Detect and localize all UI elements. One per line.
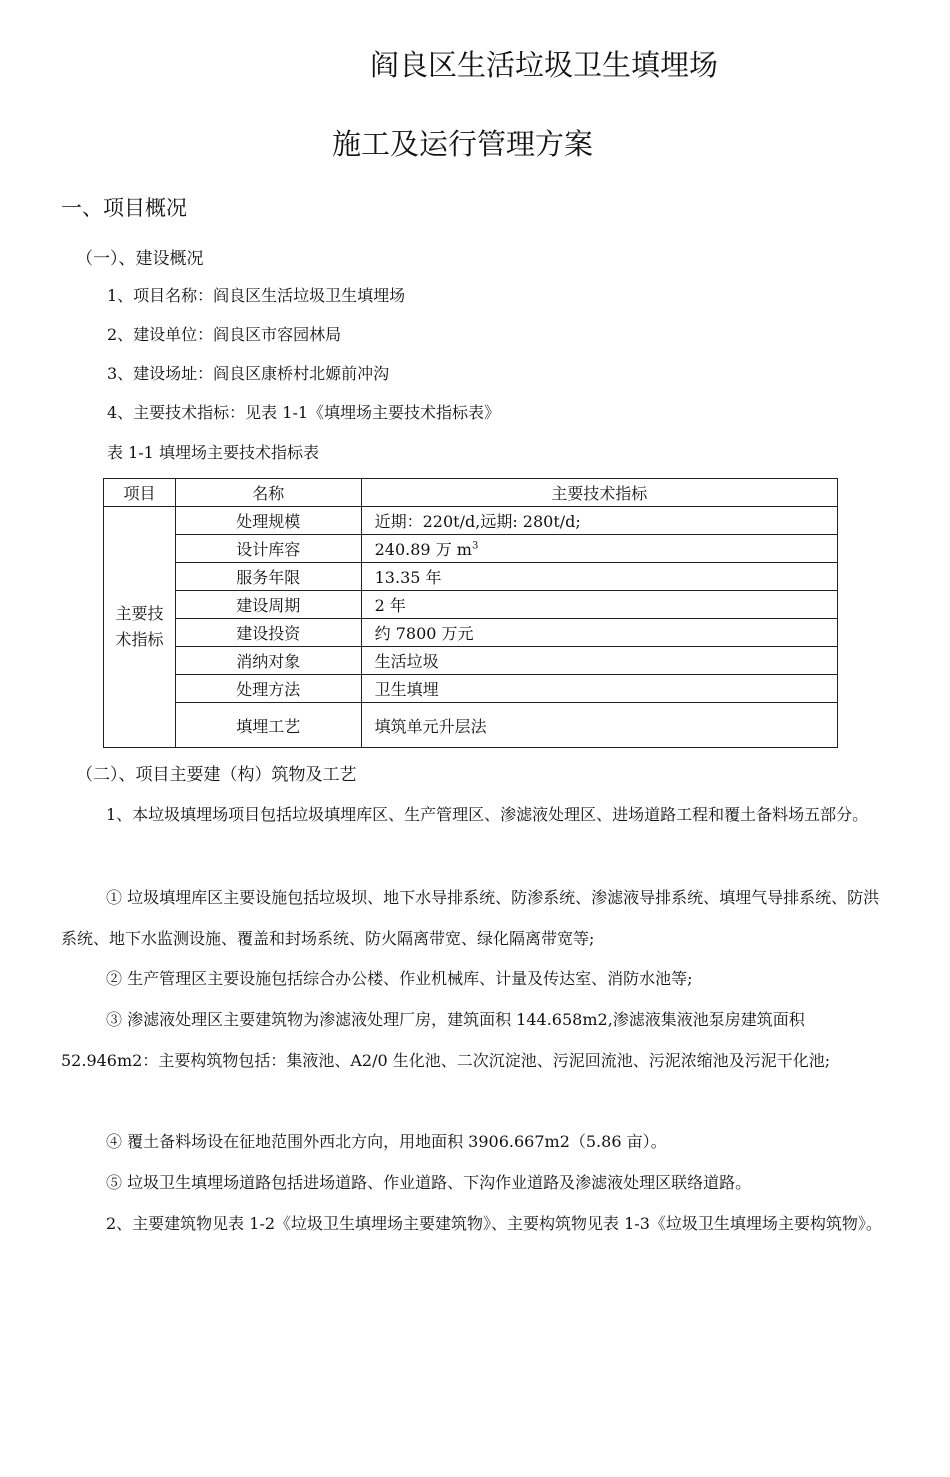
table-row [104, 675, 838, 703]
table-cell-value: 约 7800 万元 [361, 619, 837, 647]
table-row [104, 591, 838, 619]
subsection-heading: （二）、项目主要建（构）筑物及工艺 [76, 765, 357, 785]
table-row [104, 507, 838, 535]
table-cell-value: 卫生填埋 [361, 675, 837, 703]
table-category-cell [104, 507, 176, 748]
table-cell-name: 建设周期 [175, 591, 361, 619]
paragraph-text: ① 垃圾填埋库区主要设施包括垃圾坝、地下水导排系统、防渗系统、渗滤液导排系统、填埋气导排系统、防洪系统、地下水监测设施、覆盖和封场系统、防火隔离带宽、绿化隔离带宽等; [61, 888, 880, 948]
table-cell-value: 近期：220t/d,远期: 280t/d; [361, 507, 837, 535]
paragraph-text: ③ 渗滤液处理区主要建筑物为渗滤液处理厂房，建筑面积 144.658m2,渗滤液集液池泵房建筑面积 52.946m2：主要构筑物包括：集液池、A2/0 生化池、二次沉淀池、污泥回流池、污泥浓缩池及污泥干化池; [61, 1010, 831, 1070]
list-item: 2、建设单位：阎良区市容园林局 [107, 325, 342, 344]
table-cell-name: 处理规模 [175, 507, 361, 535]
table-cell-value: 生活垃圾 [361, 647, 837, 675]
list-item: 3、建设场址：阎良区康桥村北嫄前冲沟 [107, 364, 390, 383]
paragraph [61, 1162, 883, 1203]
table-header-cell: 名称 [175, 479, 361, 507]
table-cell-name: 服务年限 [175, 563, 361, 591]
paragraph-text: ④ 覆土备料场设在征地范围外西北方向，用地面积 3906.667m2（5.86 亩）。 [106, 1132, 667, 1151]
table-row [104, 647, 838, 675]
table-cell-name: 建设投资 [175, 619, 361, 647]
value-text: 240.89 万 m [374, 540, 472, 559]
category-line: 主要技 [115, 604, 164, 623]
paragraph [61, 999, 883, 1081]
list-item: 4、主要技术指标：见表 1-1《填埋场主要技术指标表》 [107, 403, 501, 422]
table-cell-value: 2 年 [361, 591, 837, 619]
table-row [104, 703, 838, 748]
title-line-2: 施工及运行管理方案 [332, 127, 594, 161]
paragraph-text: ⑤ 垃圾卫生填埋场道路包括进场道路、作业道路、下沟作业道路及渗滤液处理区联络道路。 [106, 1173, 752, 1192]
spec-table [103, 478, 838, 748]
table-cell-name: 消纳对象 [175, 647, 361, 675]
table-cell-name: 设计库容 [175, 535, 361, 563]
subsection-heading: （一）、建设概况 [76, 249, 204, 269]
table-header-cell: 主要技术指标 [361, 479, 837, 507]
paragraph [61, 958, 883, 999]
section-heading: 一、项目概况 [61, 196, 187, 220]
table-header-cell: 项目 [104, 479, 176, 507]
table-header-row [104, 479, 838, 507]
paragraph [61, 1203, 883, 1244]
table-row [104, 535, 838, 563]
paragraph [61, 1121, 883, 1162]
table-row [104, 563, 838, 591]
table-row [104, 619, 838, 647]
paragraph [61, 794, 883, 835]
table-cell-value [361, 535, 837, 563]
table-cell-name: 处理方法 [175, 675, 361, 703]
superscript: 3 [471, 540, 479, 552]
paragraph-text: ② 生产管理区主要设施包括综合办公楼、作业机械库、计量及传达室、消防水池等; [106, 969, 693, 988]
list-item: 1、项目名称：阎良区生活垃圾卫生填埋场 [107, 286, 406, 305]
paragraph-text: 2、主要建筑物见表 1-2《垃圾卫生填埋场主要建筑物》、主要构筑物见表 1-3《垃圾卫生填埋场主要构筑物》。 [106, 1214, 882, 1233]
table-caption: 表 1-1 填埋场主要技术指标表 [107, 443, 319, 462]
table-cell-value: 填筑单元升层法 [361, 703, 837, 748]
table-cell-name: 填埋工艺 [175, 703, 361, 748]
table-cell-value: 13.35 年 [361, 563, 837, 591]
paragraph-text: 1、本垃圾填埋场项目包括垃圾填埋库区、生产管理区、渗滤液处理区、进场道路工程和覆土备料场五部分。 [106, 805, 869, 824]
paragraph [61, 877, 883, 959]
category-line: 术指标 [115, 630, 164, 649]
title-line-1: 阎良区生活垃圾卫生填埋场 [370, 48, 719, 82]
